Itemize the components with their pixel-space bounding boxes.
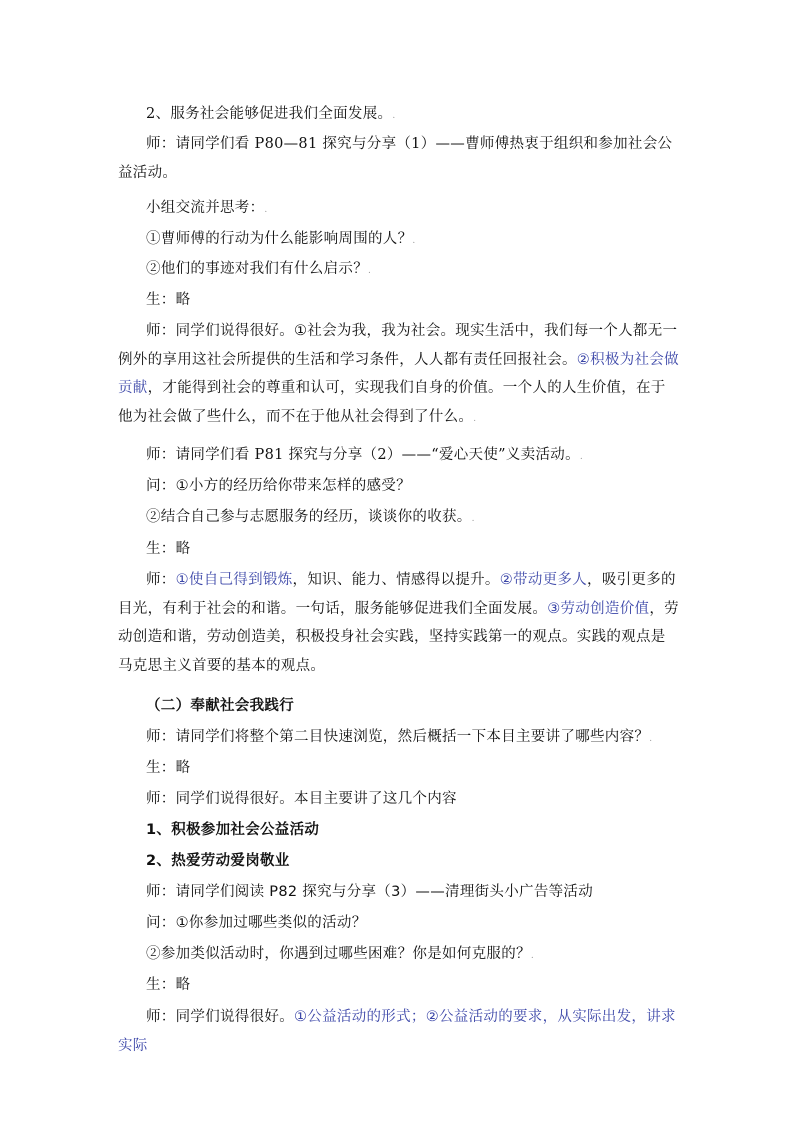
topic-item-2: 2、热爱劳动爱岗敬业 xyxy=(146,853,290,869)
topic-item-1: 1、积极参加社会公益活动 xyxy=(146,822,320,838)
question-line: 问：①小方的经历给你带来怎样的感受？ xyxy=(146,478,411,494)
teacher-line: 师：请同学们看 P81 探究与分享（2）——“爱心天使”义卖活动。. xyxy=(146,447,583,463)
student-line: 生：略 xyxy=(146,292,191,308)
teacher-summary: 师：①使自己得到锻炼，知识、能力、情感得以提升。②带动更多人，吸引更多的目光，有利于社会的和谐。一句话，服务能够促进我们全面发展。③劳动创造价值，劳动创造和谐，劳动创造美，积极投身社会实践，坚持实践第一的观点。实践的观点是马克思主义首要的基本的观点。 xyxy=(118,572,679,674)
teacher-line: 师：同学们说得很好。本目主要讲了这几个内容 xyxy=(146,791,457,807)
teacher-line: 师：请同学们阅读 P82 探究与分享（3）——清理街头小广告等活动 xyxy=(146,884,594,900)
teacher-line: 师：请同学们将整个第二目快速浏览，然后概括一下本目主要讲了哪些内容？. xyxy=(146,729,653,745)
section-heading-sub: （二）奉献社会我践行 xyxy=(146,698,294,714)
teacher-summary: 师：同学们说得很好。①公益活动的形式；②公益活动的要求，从实际出发，讲求实际 xyxy=(118,1009,676,1054)
question-line: 问：①你参加过哪些类似的活动？ xyxy=(146,915,367,931)
teacher-line: 师：请同学们看 P80—81 探究与分享（1）——曹师傅热衷于组织和参加社会公益活动。 xyxy=(118,136,673,181)
question-line: ②参加类似活动时，你遇到过哪些困难？你是如何克服的？. xyxy=(146,946,534,962)
section-heading-2: 2、服务社会能够促进我们全面发展。. xyxy=(146,106,396,122)
question-line: ①曹师傅的行动为什么能影响周围的人？. xyxy=(146,231,416,247)
student-line: 生：略 xyxy=(146,760,191,776)
question-line: ②他们的事迹对我们有什么启示？. xyxy=(146,261,371,277)
student-line: 生：略 xyxy=(146,541,191,557)
student-line: 生：略 xyxy=(146,977,191,993)
instruction-line: 小组交流并思考：. xyxy=(146,200,268,216)
teacher-summary: 师：同学们说得很好。①社会为我，我为社会。现实生活中，我们每一个人都无一例外的享用这社会所提供的生活和学习条件，人人都有责任回报社会。②积极为社会做贡献，才能得到社会的尊重和认可，实现我们自身的价值。一个人的人生价值，在于他为社会做了些什么，而不在于他从社会得到了什么。. xyxy=(118,323,679,425)
question-line: ②结合自己参与志愿服务的经历，谈谈你的收获。. xyxy=(146,509,475,525)
